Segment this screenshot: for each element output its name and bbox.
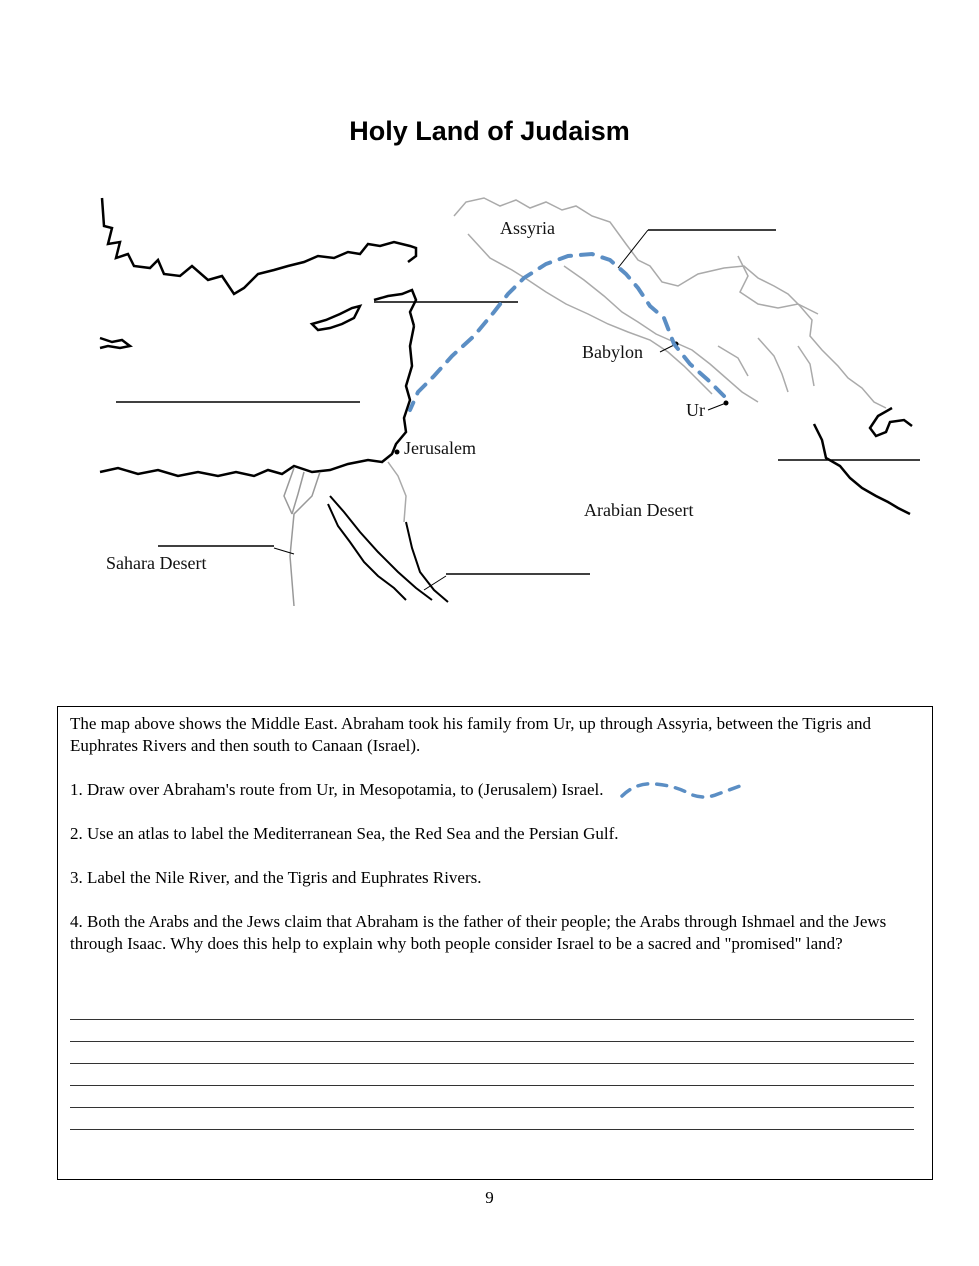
answer-line-4[interactable] bbox=[70, 1085, 914, 1086]
nile-delta bbox=[284, 468, 320, 606]
coastline-levant bbox=[100, 326, 414, 476]
label-ur: Ur bbox=[686, 400, 705, 420]
label-jerusalem: Jerusalem bbox=[404, 438, 476, 458]
question-1 bbox=[70, 779, 920, 802]
label-babylon: Babylon bbox=[582, 342, 643, 362]
abraham-route bbox=[410, 254, 724, 410]
middle-east-map bbox=[98, 196, 928, 606]
answer-line-2[interactable] bbox=[70, 1041, 914, 1042]
red-sea-coast bbox=[328, 496, 432, 600]
gulf-of-aqaba bbox=[406, 522, 448, 602]
zagros-rivers bbox=[718, 256, 818, 392]
answer-line-6[interactable] bbox=[70, 1129, 914, 1130]
answer-line-5[interactable] bbox=[70, 1107, 914, 1108]
persian-gulf-coast bbox=[814, 408, 912, 514]
label-assyria: Assyria bbox=[500, 218, 555, 238]
label-arabian-desert: Arabian Desert bbox=[584, 500, 694, 520]
coastline-turkey-south bbox=[374, 290, 416, 326]
answer-line-1[interactable] bbox=[70, 1019, 914, 1020]
cyprus-island bbox=[312, 306, 360, 330]
page-title: Holy Land of Judaism bbox=[349, 116, 630, 146]
instructions-box bbox=[57, 706, 933, 1180]
euphrates-river bbox=[468, 234, 712, 394]
intro-text: The map above shows the Middle East. Abraham took his family from Ur, up through Assyria, between the Tigris and Euphrates Rivers and then south to Canaan (Israel). bbox=[70, 714, 872, 755]
question-3: 3. Label the Nile River, and the Tigris and Euphrates Rivers. bbox=[70, 868, 482, 887]
page-number: 9 bbox=[485, 1188, 494, 1207]
crete-island bbox=[100, 338, 130, 348]
label-sahara-desert: Sahara Desert bbox=[106, 553, 207, 573]
route-sample-icon bbox=[620, 780, 742, 802]
question-4: 4. Both the Arabs and the Jews claim that Abraham is the father of their people; the Arabs through Ishmael and the Jews through Isaac. Why does this help to explain why both people consider Israel to be a sacred and "promised" land? bbox=[70, 912, 887, 953]
tigris-river bbox=[564, 266, 758, 402]
answer-line-3[interactable] bbox=[70, 1063, 914, 1064]
sinai-border bbox=[388, 462, 406, 522]
ur-pointer bbox=[708, 403, 726, 410]
jerusalem-dot bbox=[395, 450, 400, 455]
question-2: 2. Use an atlas to label the Mediterranean Sea, the Red Sea and the Persian Gulf. bbox=[70, 824, 619, 843]
question-1-text: 1. Draw over Abraham's route from Ur, in Mesopotamia, to (Jerusalem) Israel. bbox=[70, 780, 604, 799]
coastline-north bbox=[102, 198, 416, 294]
